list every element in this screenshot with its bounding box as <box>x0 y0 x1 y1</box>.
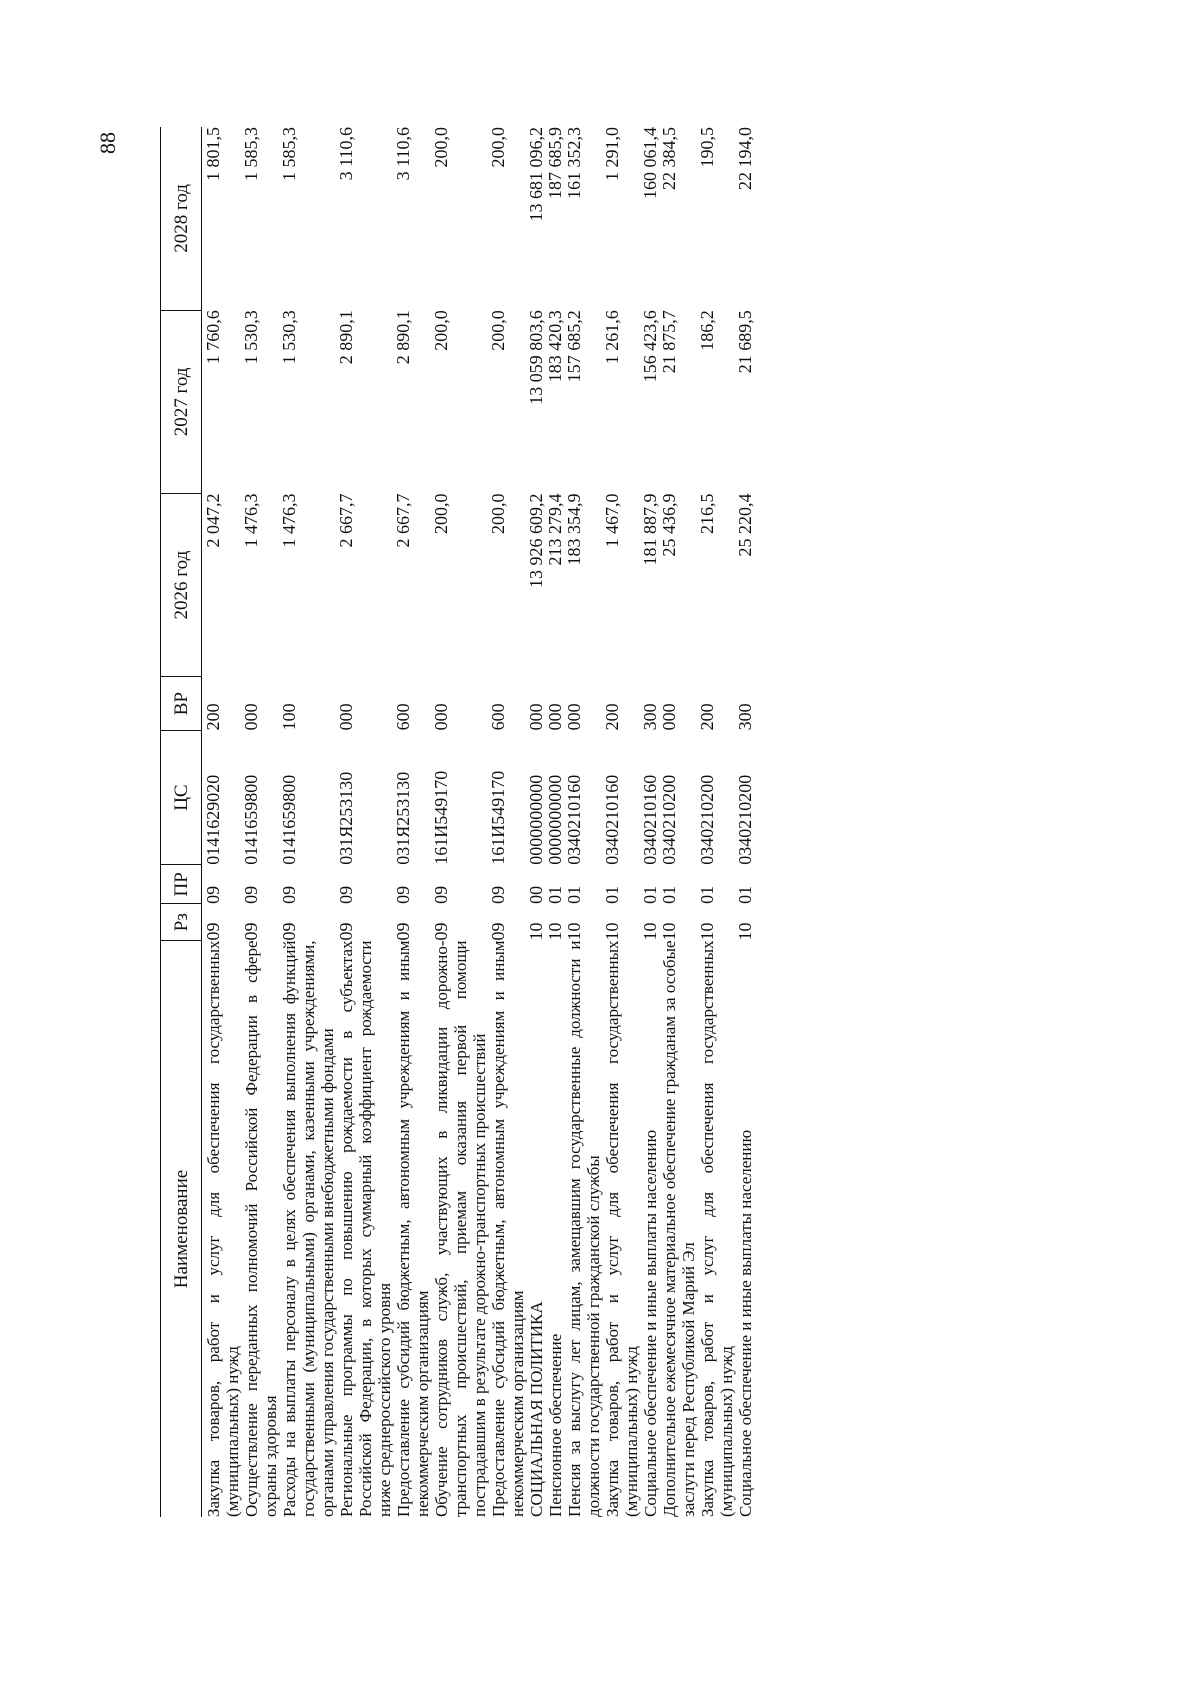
table-row <box>660 127 698 1517</box>
row-2028: 3 110,6 <box>336 127 356 181</box>
row-cs: 0000000000 <box>545 774 565 865</box>
row-name: Закупка товаров, работ и услуг для обеспечения государственных (муниципальных) нужд <box>603 940 641 1517</box>
row-2027: 21 875,7 <box>659 310 679 374</box>
table-row <box>242 127 280 1517</box>
row-pr: 09 <box>336 885 356 904</box>
row-2026: 2 047,2 <box>203 493 223 548</box>
row-2026: 2 667,7 <box>336 493 356 548</box>
table-row <box>546 127 565 1517</box>
table-row <box>603 127 641 1517</box>
row-pr: 01 <box>659 885 679 904</box>
row-2027: 1 261,6 <box>602 310 622 365</box>
row-cs: 031Я253130 <box>336 771 356 865</box>
row-2027: 13 059 803,6 <box>526 310 546 405</box>
row-2028: 200,0 <box>431 127 451 168</box>
table-row <box>736 127 755 1517</box>
table-row <box>280 127 337 1517</box>
row-name: Пенсионное обеспечение <box>546 1333 565 1517</box>
row-vr: 000 <box>526 703 546 731</box>
row-rz: 09 <box>279 922 299 941</box>
row-2027: 157 685,2 <box>564 310 584 383</box>
row-pr: 01 <box>697 885 717 904</box>
row-rz: 10 <box>735 922 755 941</box>
row-rz: 09 <box>431 922 451 941</box>
row-rz: 09 <box>336 922 356 941</box>
row-2026: 1 476,3 <box>241 493 261 548</box>
header-2028: 2028 год <box>161 127 202 310</box>
header-rz: Рз <box>161 904 202 941</box>
row-2026: 2 667,7 <box>393 493 413 548</box>
row-name: Обучение сотрудников служб, участвующих в ликвидации дорожно-транспортных происшествий, приемам оказания первой помощи пострадавшим в результате дорожно-транспортных происшествий <box>432 940 489 1517</box>
row-vr: 600 <box>488 703 508 731</box>
row-name: Закупка товаров, работ и услуг для обеспечения государственных (муниципальных) нужд <box>204 940 242 1517</box>
row-name: Закупка товаров, работ и услуг для обеспечения государственных (муниципальных) нужд <box>698 940 736 1517</box>
row-name: Расходы на выплаты персоналу в целях обеспечения выполнения функций государственными (муниципальными) органами, казенными учреждениями, органами управления государственными внебюджетными фондами <box>280 940 337 1517</box>
row-vr: 000 <box>241 703 261 731</box>
row-2028: 3 110,6 <box>393 127 413 181</box>
row-cs: 161И549170 <box>431 770 451 865</box>
row-name: Региональные программы по повышению рождаемости в субъектах Российской Федерации, в которых суммарный коэффициент рождаемости ниже среднероссийского уровня <box>337 940 394 1517</box>
row-2028: 22 384,5 <box>659 127 679 190</box>
row-vr: 200 <box>697 703 717 731</box>
row-2026: 13 926 609,2 <box>526 493 546 588</box>
row-pr: 01 <box>602 885 622 904</box>
table-row <box>337 127 394 1517</box>
row-cs: 161И549170 <box>488 770 508 865</box>
row-name: Предоставление субсидий бюджетным, автономным учреждениям и иным некоммерческим организациям <box>394 940 432 1517</box>
row-rz: 09 <box>241 922 261 941</box>
row-name: СОЦИАЛЬНАЯ ПОЛИТИКА <box>527 1301 546 1517</box>
row-vr: 000 <box>431 703 451 731</box>
header-row <box>161 127 202 1517</box>
table-row <box>565 127 603 1517</box>
row-rz: 10 <box>545 922 565 941</box>
row-name: Социальное обеспечение и иные выплаты населению <box>736 1129 755 1517</box>
row-2026: 25 436,9 <box>659 493 679 557</box>
row-vr: 000 <box>659 703 679 731</box>
page-number: 88 <box>95 132 120 154</box>
row-2028: 1 801,5 <box>203 127 223 181</box>
row-pr: 09 <box>241 885 261 904</box>
row-2026: 200,0 <box>488 493 508 534</box>
table-row <box>202 127 243 1517</box>
row-2027: 21 689,5 <box>735 310 755 374</box>
row-2026: 216,5 <box>697 493 717 534</box>
row-rz: 10 <box>564 922 584 941</box>
row-2026: 213 279,4 <box>545 493 565 566</box>
row-vr: 200 <box>203 703 223 731</box>
row-2026: 183 354,9 <box>564 493 584 566</box>
row-2028: 190,5 <box>697 127 717 168</box>
row-2028: 1 585,3 <box>241 127 261 181</box>
row-cs: 0141659800 <box>241 774 261 865</box>
row-2028: 13 681 096,2 <box>526 127 546 222</box>
row-2027: 156 423,6 <box>640 310 660 383</box>
row-pr: 01 <box>545 885 565 904</box>
row-pr: 09 <box>393 885 413 904</box>
row-2026: 181 887,9 <box>640 493 660 566</box>
row-pr: 01 <box>564 885 584 904</box>
row-pr: 09 <box>279 885 299 904</box>
row-name: Предоставление субсидий бюджетным, автономным учреждениям и иным некоммерческим организациям <box>489 940 527 1517</box>
header-2026: 2026 год <box>161 493 202 676</box>
row-2026: 25 220,4 <box>735 493 755 557</box>
row-2027: 183 420,3 <box>545 310 565 383</box>
row-2026: 1 476,3 <box>279 493 299 548</box>
table-row <box>527 127 546 1517</box>
row-2028: 160 061,4 <box>640 127 660 199</box>
row-rz: 10 <box>640 922 660 941</box>
row-2027: 1 530,3 <box>279 310 299 365</box>
row-rz: 10 <box>697 922 717 941</box>
header-cs: ЦС <box>161 730 202 864</box>
row-rz: 10 <box>526 922 546 941</box>
row-rz: 09 <box>393 922 413 941</box>
row-cs: 0141629020 <box>203 774 223 865</box>
row-cs: 0000000000 <box>526 774 546 865</box>
row-pr: 00 <box>526 885 546 904</box>
row-2027: 1 760,6 <box>203 310 223 365</box>
row-rz: 10 <box>659 922 679 941</box>
row-name: Осуществление переданных полномочий Российской Федерации в сфере охраны здоровья <box>242 940 280 1517</box>
row-rz: 09 <box>488 922 508 941</box>
row-name: Пенсия за выслугу лет лицам, замещавшим государственные должности и должности государственной гражданской службы <box>565 940 603 1517</box>
row-rz: 10 <box>602 922 622 941</box>
row-2028: 161 352,3 <box>564 127 584 199</box>
row-2028: 1 585,3 <box>279 127 299 181</box>
row-vr: 300 <box>735 703 755 731</box>
row-2027: 200,0 <box>488 310 508 351</box>
row-vr: 600 <box>393 703 413 731</box>
row-pr: 01 <box>640 885 660 904</box>
header-vr: ВР <box>161 677 202 731</box>
row-2026: 200,0 <box>431 493 451 534</box>
row-2028: 200,0 <box>488 127 508 168</box>
row-2027: 2 890,1 <box>336 310 356 365</box>
row-name: Социальное обеспечение и иные выплаты населению <box>641 1129 660 1517</box>
row-pr: 09 <box>488 885 508 904</box>
row-cs: 0141659800 <box>279 774 299 865</box>
row-2027: 200,0 <box>431 310 451 351</box>
row-cs: 0340210160 <box>564 774 584 865</box>
row-vr: 200 <box>602 703 622 731</box>
row-cs: 0340210160 <box>640 774 660 865</box>
row-vr: 000 <box>545 703 565 731</box>
header-2027: 2027 год <box>161 310 202 493</box>
row-2026: 1 467,0 <box>602 493 622 548</box>
row-2027: 1 530,3 <box>241 310 261 365</box>
row-2028: 22 194,0 <box>735 127 755 190</box>
row-2027: 2 890,1 <box>393 310 413 365</box>
row-cs: 0340210200 <box>697 774 717 865</box>
row-vr: 300 <box>640 703 660 731</box>
row-vr: 100 <box>279 703 299 731</box>
row-vr: 000 <box>336 703 356 731</box>
row-2028: 187 685,9 <box>545 127 565 199</box>
row-cs: 0340210200 <box>735 774 755 865</box>
table-row <box>432 127 489 1517</box>
row-2027: 186,2 <box>697 310 717 351</box>
header-name: Наименование <box>161 940 202 1517</box>
row-cs: 0340210200 <box>659 774 679 865</box>
row-pr: 01 <box>735 885 755 904</box>
table-row <box>394 127 432 1517</box>
table-row <box>698 127 736 1517</box>
row-cs: 0340210160 <box>602 774 622 865</box>
budget-table <box>160 127 755 1517</box>
row-rz: 09 <box>203 922 223 941</box>
row-cs: 031Я253130 <box>393 771 413 865</box>
row-vr: 000 <box>564 703 584 731</box>
row-pr: 09 <box>203 885 223 904</box>
row-2028: 1 291,0 <box>602 127 622 181</box>
row-pr: 09 <box>431 885 451 904</box>
row-name: Дополнительное ежемесячное материальное обеспечение гражданам за особые заслуги перед Республикой Марий Эл <box>660 940 698 1517</box>
table-row <box>489 127 527 1517</box>
table-row <box>641 127 660 1517</box>
header-pr: ПР <box>161 865 202 904</box>
